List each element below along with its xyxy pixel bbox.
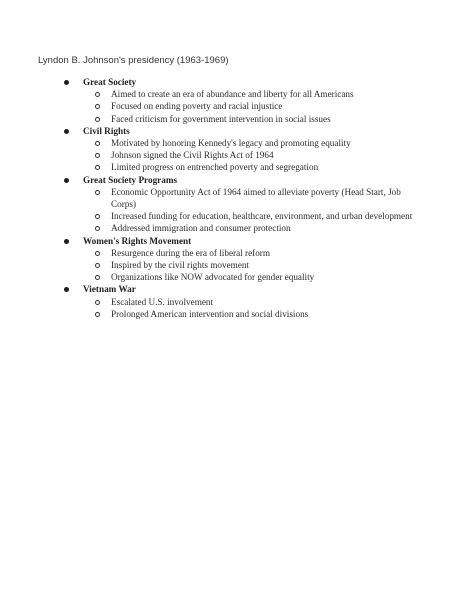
bullet-disc-icon [64,239,69,244]
list-item [0,222,474,234]
bullet-disc-icon [64,178,69,183]
list-item [0,308,474,320]
section-heading-text: Vietnam War [83,284,136,295]
bullet-circle-icon [95,263,100,268]
list-item-text: Johnson signed the Civil Rights Act of 1964 [111,150,274,161]
bullet-circle-icon [95,153,100,158]
bullet-circle-icon [95,226,100,231]
list-item [0,186,411,210]
list-item [0,161,474,173]
bullet-disc-icon [64,287,69,292]
section-heading-text: Civil Rights [83,125,130,136]
list-item [0,259,474,271]
bullet-disc-icon [64,129,69,134]
list-item-text: Increased funding for education, healthcare, environment, and urban development [111,211,413,222]
section-heading [0,283,474,295]
bullet-circle-icon [95,141,100,146]
list-item-text: Escalated U.S. involvement [111,296,214,307]
list-item-text: Prolonged American intervention and social divisions [111,308,309,319]
section-heading [0,76,474,88]
list-item-text: Economic Opportunity Act of 1964 aimed to alleviate poverty (Head Start, Job Corps) [111,186,401,210]
list-item [0,137,474,149]
bullet-circle-icon [95,92,100,97]
list-item-text: Inspired by the civil rights movement [111,260,250,271]
document-title: Lyndon B. Johnson's presidency (1963-1969) [38,55,229,66]
outline-section [0,235,474,284]
list-item [0,88,474,100]
list-item-text: Addressed immigration and consumer protection [111,223,291,234]
list-item-text: Limited progress on entrenched poverty and segregation [111,162,319,173]
section-heading-text: Great Society [83,77,137,87]
outline-section [0,174,474,235]
list-item [0,149,474,161]
list-item-text: Focused on ending poverty and racial injustice [111,101,283,112]
section-heading-text: Great Society Programs [83,174,178,185]
list-item-text: Faced criticism for government intervention in social issues [111,113,331,124]
bullet-circle-icon [95,312,100,317]
outline-section [0,125,474,174]
bullet-disc-icon [64,80,69,85]
outline-section [0,283,474,320]
list-item [0,296,474,308]
list-item-text: Resurgence during the era of liberal reform [111,247,271,258]
list-item [0,113,474,125]
outline-section [0,76,474,125]
bullet-circle-icon [95,104,100,109]
bullet-circle-icon [95,300,100,305]
bullet-circle-icon [95,190,100,195]
list-item-text: Aimed to create an era of abundance and liberty for all Americans [111,89,354,100]
bullet-circle-icon [95,117,100,122]
list-item [0,100,474,112]
list-item [0,247,474,259]
list-item-text: Motivated by honoring Kennedy's legacy and promoting equality [111,138,351,149]
bullet-circle-icon [95,214,100,219]
section-heading [0,125,474,137]
bullet-circle-icon [95,251,100,256]
list-item-text: Organizations like NOW advocated for gender equality [111,272,315,283]
bullet-circle-icon [95,165,100,170]
section-heading-text: Women's Rights Movement [83,235,192,246]
section-heading [0,174,474,186]
list-item [0,210,474,222]
section-heading [0,235,474,247]
bullet-circle-icon [95,275,100,280]
outline-list [0,76,474,320]
list-item [0,271,474,283]
